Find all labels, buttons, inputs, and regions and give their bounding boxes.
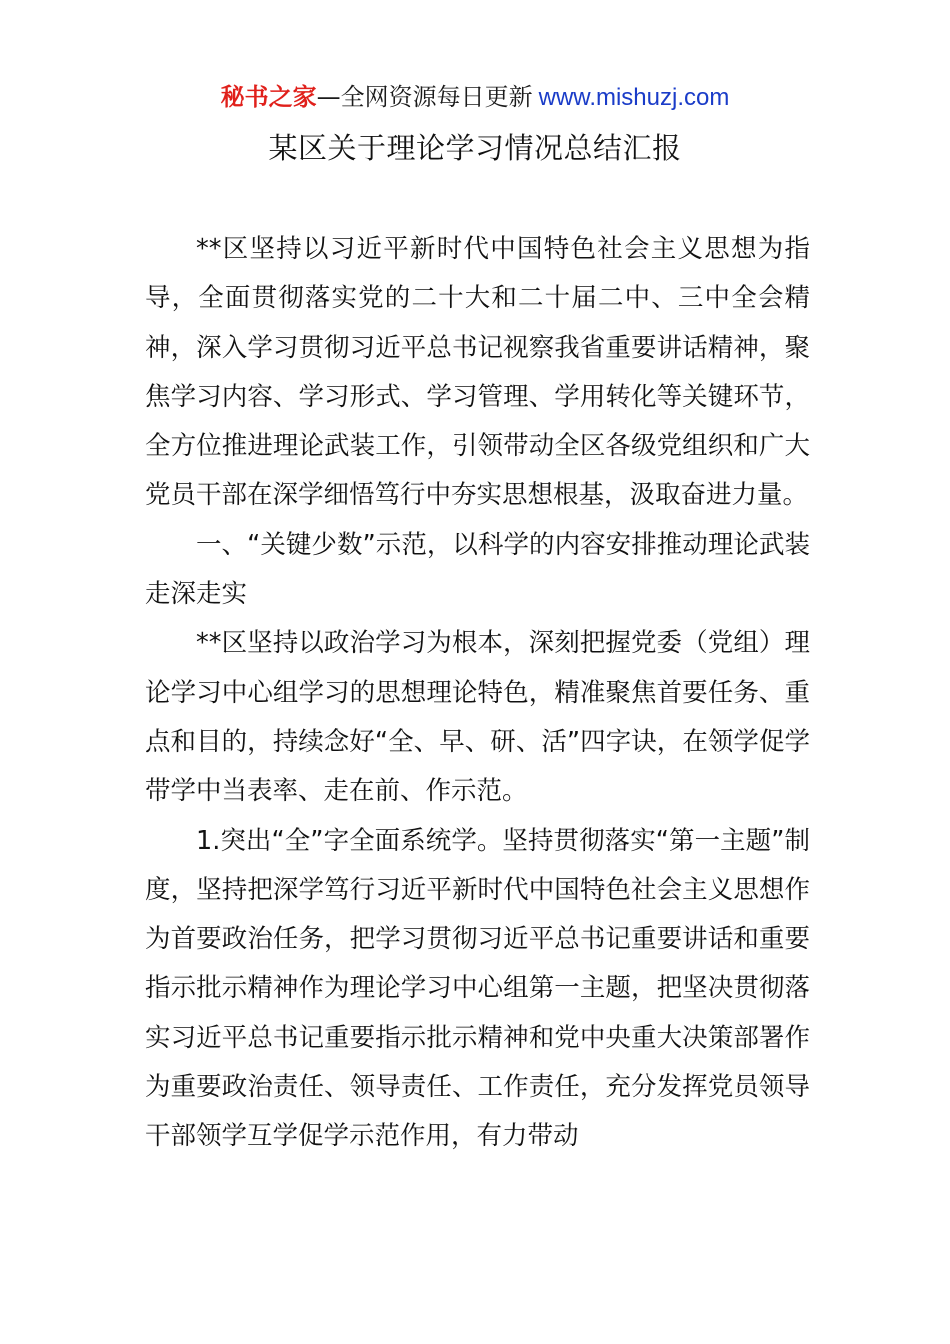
header-tagline: —全网资源每日更新 — [316, 83, 533, 111]
section-1-paragraph: **区坚持以政治学习为根本，深刻把握党委（党组）理论学习中心组学习的思想理论特色，精准聚焦首要任务、重点和目的，持续念好“全、早、研、活”四字诀，在领学促学带学中当表率、走在前、作示范。 — [145, 628, 810, 807]
section-heading-1: 一、“关键少数”示范，以科学的内容安排推动理论武装走深走实 — [145, 529, 810, 610]
intro-paragraph: **区坚持以习近平新时代中国特色社会主义思想为指导，全面贯彻落实党的二十大和二十届二中、三中全会精神，深入学习贯彻习近平总书记视察我省重要讲话精神，聚焦学习内容、学习形式、学习管理、学用转化等关键环节，全方位推进理论武装工作，引领带动全区各级党组织和广大党员干部在深学细悟笃行中夯实思想根基，汲取奋进力量。 — [145, 234, 810, 511]
subsection-1-paragraph: 1.突出“全”字全面系统学。坚持贯彻落实“第一主题”制度，坚持把深学笃行习近平新时代中国特色社会主义思想作为首要政治任务，把学习贯彻习近平总书记重要讲话和重要指示批示精神作为理论学习中心组第一主题，把坚决贯彻落实习近平总书记重要指示批示精神和党中央重大决策部署作为重要政治责任、领导责任、工作责任，充分发挥党员领导干部领学互学促学示范作用，有力带动 — [145, 825, 810, 1152]
document-body — [145, 225, 810, 1162]
brand-name: 秘书之家 — [220, 83, 317, 111]
site-url-link[interactable]: www.mishuzj.com — [538, 84, 730, 111]
site-header — [0, 80, 950, 115]
document-title: 某区关于理论学习情况总结汇报 — [268, 131, 682, 165]
